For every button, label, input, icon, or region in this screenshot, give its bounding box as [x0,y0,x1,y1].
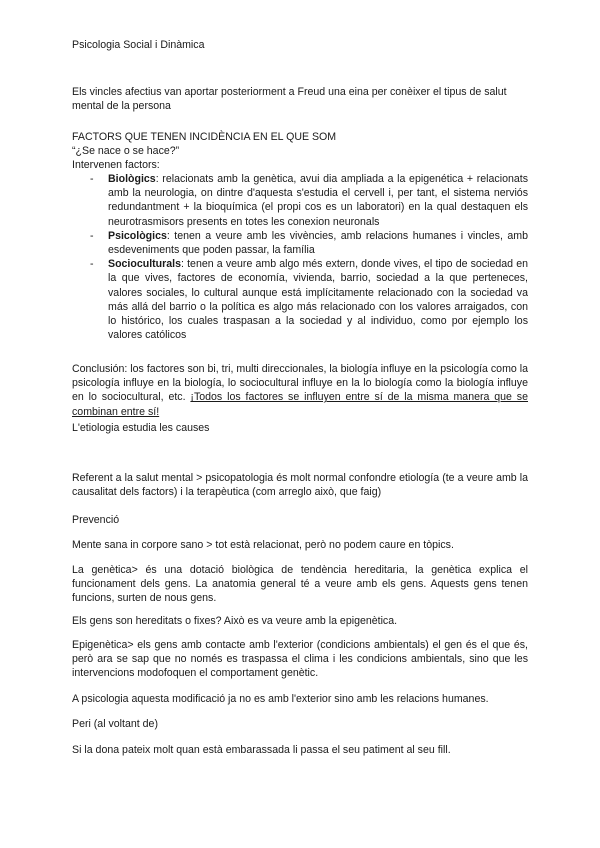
peri-paragraph: Peri (al voltant de) [72,718,158,730]
factor-term: Biològics [108,173,156,185]
psicologia-paragraph: A psicologia aquesta modificació ja no es amb l'exterior sino amb les relacions humanes. [72,693,489,705]
etiologia-paragraph: L'etiologia estudia les causes [72,422,210,434]
page-header: Psicologia Social i Dinàmica [72,39,205,51]
section-question: “¿Se nace o se hace?” [72,145,180,157]
list-bullet: - [90,258,94,271]
conclusion-emphasis: ¡Todos los factores se influyen entre sí de la misma manera que se combinan entre sí! [72,391,529,418]
referent-paragraph: Referent a la salut mental > psicopatologia és molt normal confondre etiología (te a veure amb la causalitat dels factors) i la terapèutica (com arreglo això, que faig) [72,472,528,499]
factor-term: Socioculturals [108,258,181,271]
list-bullet: - [90,229,94,242]
list-bullet: - [90,173,94,185]
prevencio-heading: Prevenció [72,514,120,526]
epigenetica-paragraph: Epigenètica> els gens amb contacte amb l'exterior (condicions ambientals) el gen és el que és, però ara se sap que no només es traspassa el clima i les condicions ambientals, sino que les intervencions modofoquen el comportament genètic. [72,639,528,680]
gens-question-paragraph: Els gens son hereditats o fixes? Això es va veure amb la epigenètica. [72,615,398,627]
conclusion-text: Conclusión: los factores son bi, tri, multi direccionales, la biología influye en la psicología como la psicología influye en la biología, lo sociocultural influye en la lo biología como la biología influye en lo sociocultural, etc. [72,363,528,404]
intro-paragraph: Els vincles afectius van aportar posteriorment a Freud una eina per conèixer el tipus de salut mental de la persona [72,86,507,113]
factor-term: Psicològics [108,229,167,242]
factor-text: : relacionats amb la genètica, avui dia ampliada a la epigenética + relacionats amb la neurologia, on dintre d'aquesta s'estudia el cervell i, per tant, el sistema nerviós redundantment + la bioquímica (el propi cos es un laboratori) en la qual destaquen els neurotrasmisors presents en totes les conexion neuronals [108,173,528,228]
factor-text: : tenen a veure amb algo més extern, donde vives, el tipo de sociedad en la que vives, factores de economía, vivienda, barrio, sociedad a la que perteneces, valores sociales, lo cultural aunque está implícitamente relacionado con la sociedad va más allá del barrio o la política es algo más relacionado con los valores arraigados, con lo histórico, los cuales traspasan a la sociedad y al individuo, como por ejemplo los valores católicos [108,258,528,342]
factors-list [72,172,528,342]
section-title: FACTORS QUE TENEN INCIDÈNCIA EN EL QUE SOM [72,131,337,143]
list-item [72,229,528,257]
list-item [72,257,528,342]
list-item [72,172,528,229]
genetica-paragraph: La genètica> és una dotació biològica de tendència hereditaria, la genètica explica el funcionament dels gens. La anatomia general té a veure amb els gens. Aquests gens tenen funcions, surten de nous gens. [72,564,528,605]
conclusion-paragraph [72,362,528,419]
factors-intro: Intervenen factors: [72,159,160,171]
factor-text: : tenen a veure amb les vivències, amb relacions humanes i vincles, amb esdeveniments que poden passar, la família [108,229,528,257]
mente-paragraph: Mente sana in corpore sano > tot està relacionat, però no podem caure en tòpics. [72,539,454,551]
dona-paragraph: Si la dona pateix molt quan està embarassada li passa el seu patiment al seu fill. [72,744,451,756]
